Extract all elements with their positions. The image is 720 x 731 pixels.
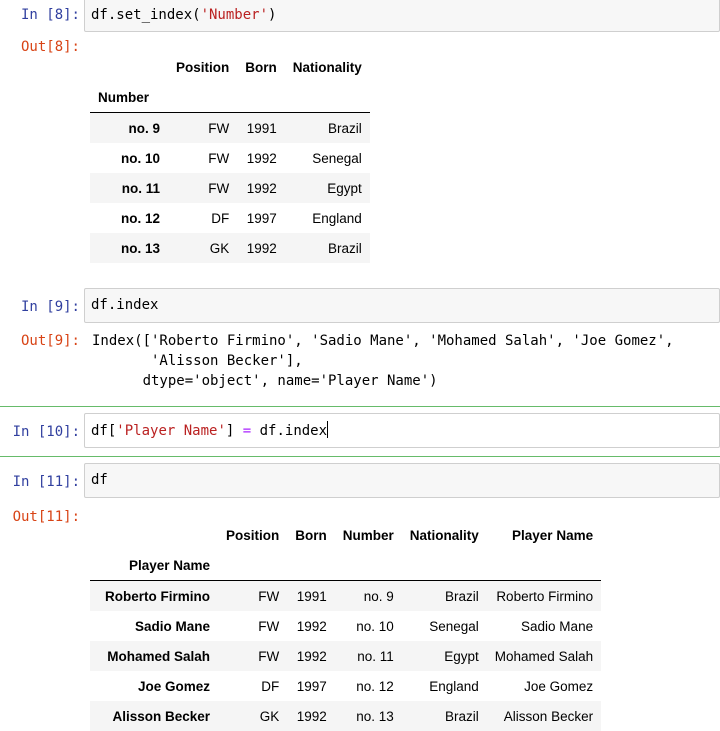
- table-row: [90, 113, 370, 144]
- table-cell: Brazil: [445, 708, 479, 724]
- table-cell: Egypt: [327, 180, 362, 196]
- table-cell: 1992: [246, 150, 277, 166]
- table-cell: no. 13: [356, 708, 394, 724]
- column-header: Born: [295, 527, 327, 543]
- table-cell: FW: [208, 120, 230, 136]
- table-cell: 1992: [296, 708, 327, 724]
- code-string: 'Player Name': [116, 423, 226, 439]
- code-text: df.index: [91, 297, 159, 313]
- column-header: Nationality: [292, 59, 362, 75]
- table-cell: 1991: [246, 120, 277, 136]
- column-header: Player Name: [512, 527, 594, 543]
- row-index: Alisson Becker: [112, 708, 210, 724]
- table-cell: DF: [261, 678, 280, 694]
- table-cell: Joe Gomez: [524, 678, 594, 694]
- row-index: no. 10: [120, 150, 160, 166]
- column-header: Born: [245, 59, 277, 75]
- output-line: dtype='object', name='Player Name'): [92, 373, 438, 389]
- code-input[interactable]: [84, 413, 720, 448]
- table-row: [90, 203, 370, 233]
- table-cell: 1992: [296, 648, 327, 664]
- index-name: Number: [90, 82, 168, 113]
- table-cell: FW: [208, 180, 230, 196]
- table-cell: 1992: [296, 618, 327, 634]
- table-cell: Mohamed Salah: [494, 648, 594, 664]
- column-header: Number: [342, 527, 394, 543]
- table-cell: Roberto Firmino: [496, 588, 594, 604]
- selected-cell-top-border: [0, 406, 720, 407]
- code-text: df.index: [251, 423, 328, 439]
- row-index: Roberto Firmino: [105, 588, 210, 604]
- table-cell: Senegal: [429, 618, 479, 634]
- index-name: Player Name: [90, 550, 218, 581]
- dataframe-output: [90, 520, 601, 731]
- table-row: [90, 143, 370, 173]
- table-cell: no. 12: [356, 678, 394, 694]
- table-cell: Brazil: [445, 588, 479, 604]
- table-cell: Brazil: [328, 120, 362, 136]
- out-prompt: Out[8]:: [20, 39, 80, 55]
- table-corner: [90, 52, 168, 82]
- table-cell: Egypt: [444, 648, 479, 664]
- table-cell: 1997: [296, 678, 327, 694]
- code-text: df.set_index(: [91, 7, 201, 23]
- row-index: no. 12: [120, 210, 160, 226]
- table-cell: GK: [209, 240, 230, 256]
- output-text: [92, 331, 674, 391]
- row-index: no. 11: [121, 180, 160, 196]
- output-line: Index(['Roberto Firmino', 'Sadio Mane', 'Mohamed Salah', 'Joe Gomez',: [92, 333, 674, 349]
- code-text: df: [91, 472, 108, 488]
- table-cell: FW: [208, 150, 230, 166]
- table-cell: DF: [211, 210, 230, 226]
- row-index: Sadio Mane: [134, 618, 210, 634]
- table-row: [90, 173, 370, 203]
- code-string: 'Number': [200, 7, 269, 23]
- code-operator: =: [242, 423, 252, 439]
- code-input[interactable]: [84, 0, 720, 32]
- table-row: [90, 671, 601, 701]
- code-input[interactable]: [84, 288, 720, 323]
- code-input[interactable]: [84, 463, 720, 498]
- table-row: [90, 233, 370, 263]
- table-cell: 1991: [296, 588, 327, 604]
- table-cell: England: [429, 678, 479, 694]
- table-row: [90, 641, 601, 671]
- in-prompt: In [8]:: [20, 7, 80, 23]
- table-cell: no. 10: [356, 618, 394, 634]
- in-prompt: In [10]:: [12, 424, 80, 440]
- dataframe-output: [90, 52, 370, 263]
- table-row: [90, 701, 601, 731]
- output-line: 'Alisson Becker'],: [92, 353, 303, 369]
- table-cell: 1997: [246, 210, 277, 226]
- code-text: df[: [91, 423, 117, 439]
- column-header: Position: [176, 59, 230, 75]
- column-header: Nationality: [409, 527, 479, 543]
- table-cell: FW: [258, 648, 280, 664]
- in-prompt: In [11]:: [12, 474, 80, 490]
- table-cell: 1992: [246, 240, 277, 256]
- row-index: no. 9: [128, 120, 160, 136]
- table-cell: FW: [258, 588, 280, 604]
- row-index: no. 13: [120, 240, 160, 256]
- selected-cell-bottom-border: [0, 456, 720, 457]
- table-cell: Sadio Mane: [521, 618, 594, 634]
- row-index: Mohamed Salah: [107, 648, 210, 664]
- code-text: ]: [225, 423, 243, 439]
- table-cell: no. 11: [357, 648, 394, 664]
- table-cell: Senegal: [312, 150, 362, 166]
- column-header: Position: [226, 527, 280, 543]
- table-cell: GK: [259, 708, 280, 724]
- table-cell: Alisson Becker: [503, 708, 594, 724]
- text-cursor: [327, 421, 328, 438]
- out-prompt: Out[11]:: [12, 509, 80, 525]
- row-index: Joe Gomez: [137, 678, 210, 694]
- code-text: ): [268, 7, 277, 23]
- table-cell: no. 9: [363, 588, 394, 604]
- table-corner: [90, 520, 218, 550]
- table-row: [90, 611, 601, 641]
- in-prompt: In [9]:: [20, 299, 80, 315]
- table-row: [90, 581, 601, 612]
- table-cell: Brazil: [328, 240, 362, 256]
- out-prompt: Out[9]:: [20, 333, 80, 349]
- table-cell: FW: [258, 618, 280, 634]
- table-cell: England: [312, 210, 362, 226]
- table-cell: 1992: [246, 180, 277, 196]
